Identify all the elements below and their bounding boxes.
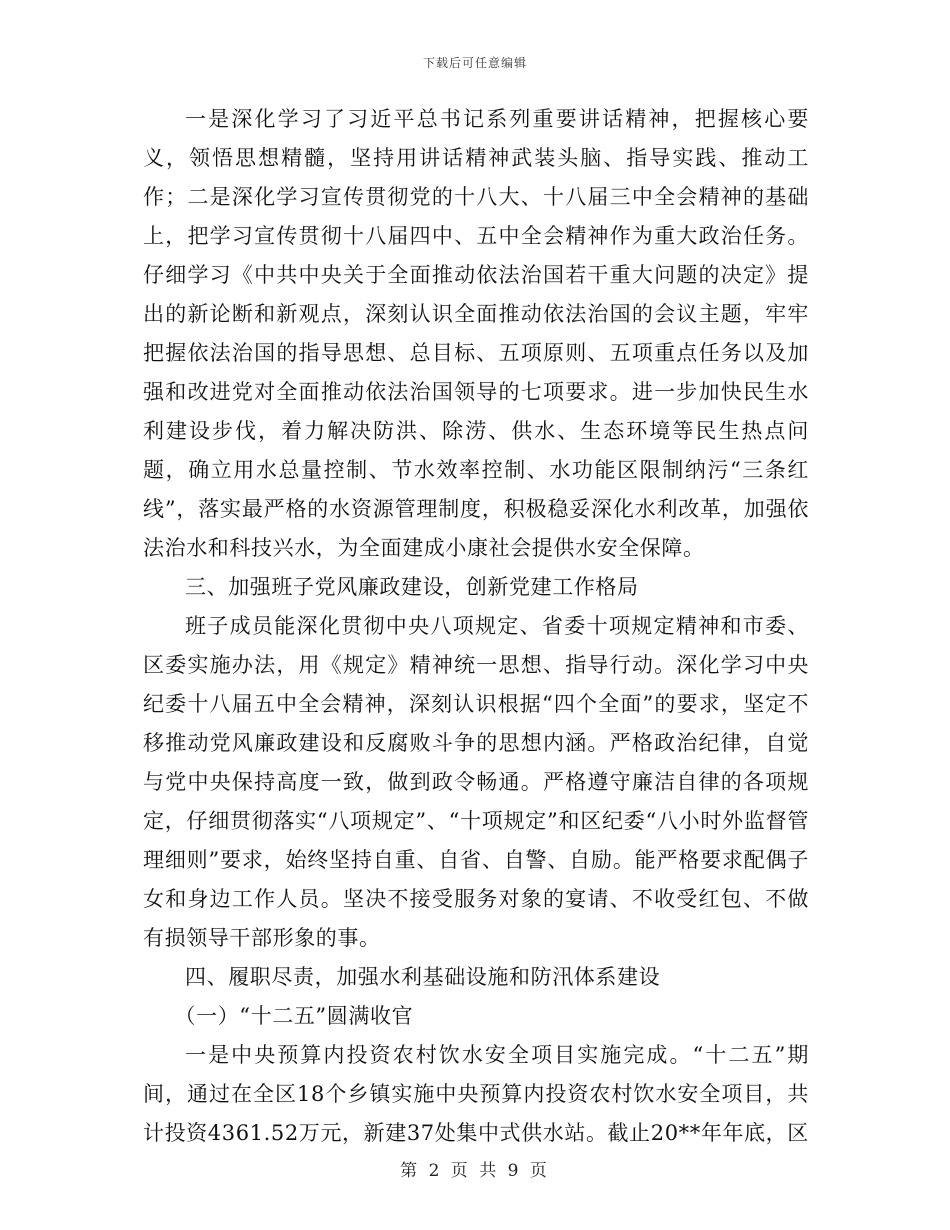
page-header-note: 下载后可任意编辑 (422, 56, 527, 70)
paragraph-water-safety: 一是中央预算内投资农村饮水安全项目实施完成。“十二五”期间，通过在全区18个乡镇实施中央预算内投资农村饮水安全项目，共计投资4361.52万元，新建37处集中式供水站。截止20**年年底，区 (143, 1043, 809, 1145)
paragraph-integrity: 班子成员能深化贯彻中央八项规定、省委十项规定精神和市委、区委实施办法，用《规定》精神统一思想、指导行动。深化学习中央纪委十八届五中全会精神，深刻认识根据“四个全面”的要求，坚定不移推动党风廉政建设和反腐败斗争的思想内涵。严格政治纪律，自觉与党中央保持高度一致，做到政令畅通。严格遵守廉洁自律的各项规定，仔细贯彻落实“八项规定”、“十项规定”和区纪委“八小时外监督管理细则”要求，始终坚持自重、自省、自警、自励。能严格要求配偶子女和身边工作人员。坚决不接受服务对象的宴请、不收受红包、不做有损领导干部形象的事。 (143, 614, 809, 950)
page-footer-number: 第 2 页 共 9 页 (400, 1161, 550, 1181)
document-body (143, 100, 809, 1153)
section-heading-4: 四、履职尽责，加强水利基础设施和防汛体系建设 (185, 965, 661, 989)
paragraph-study: 一是深化学习了习近平总书记系列重要讲话精神，把握核心要义，领悟思想精髓，坚持用讲话精神武装头脑、指导实践、推动工作；二是深化学习宣传贯彻党的十八大、十八届三中全会精神的基础上，把学习宣传贯彻十八届四中、五中全会精神作为重大政治任务。仔细学习《中共中央关于全面推动依法治国若干重大问题的决定》提出的新论断和新观点，深刻认识全面推动依法治国的会议主题，牢牢把握依法治国的指导思想、总目标、五项原则、五项重点任务以及加强和改进党对全面推动依法治国领导的七项要求。进一步加快民生水利建设步伐，着力解决防洪、除涝、供水、生态环境等民生热点问题，确立用水总量控制、节水效率控制、水功能区限制纳污“三条红线”，落实最严格的水资源管理制度，积极稳妥深化水利改革，加强依法治水和科技兴水，为全面建成小康社会提供水安全保障。 (143, 107, 809, 560)
subsection-heading-1: （一）“十二五”圆满收官 (174, 1004, 414, 1028)
section-heading-3: 三、加强班子党风廉政建设，创新党建工作格局 (185, 575, 639, 599)
